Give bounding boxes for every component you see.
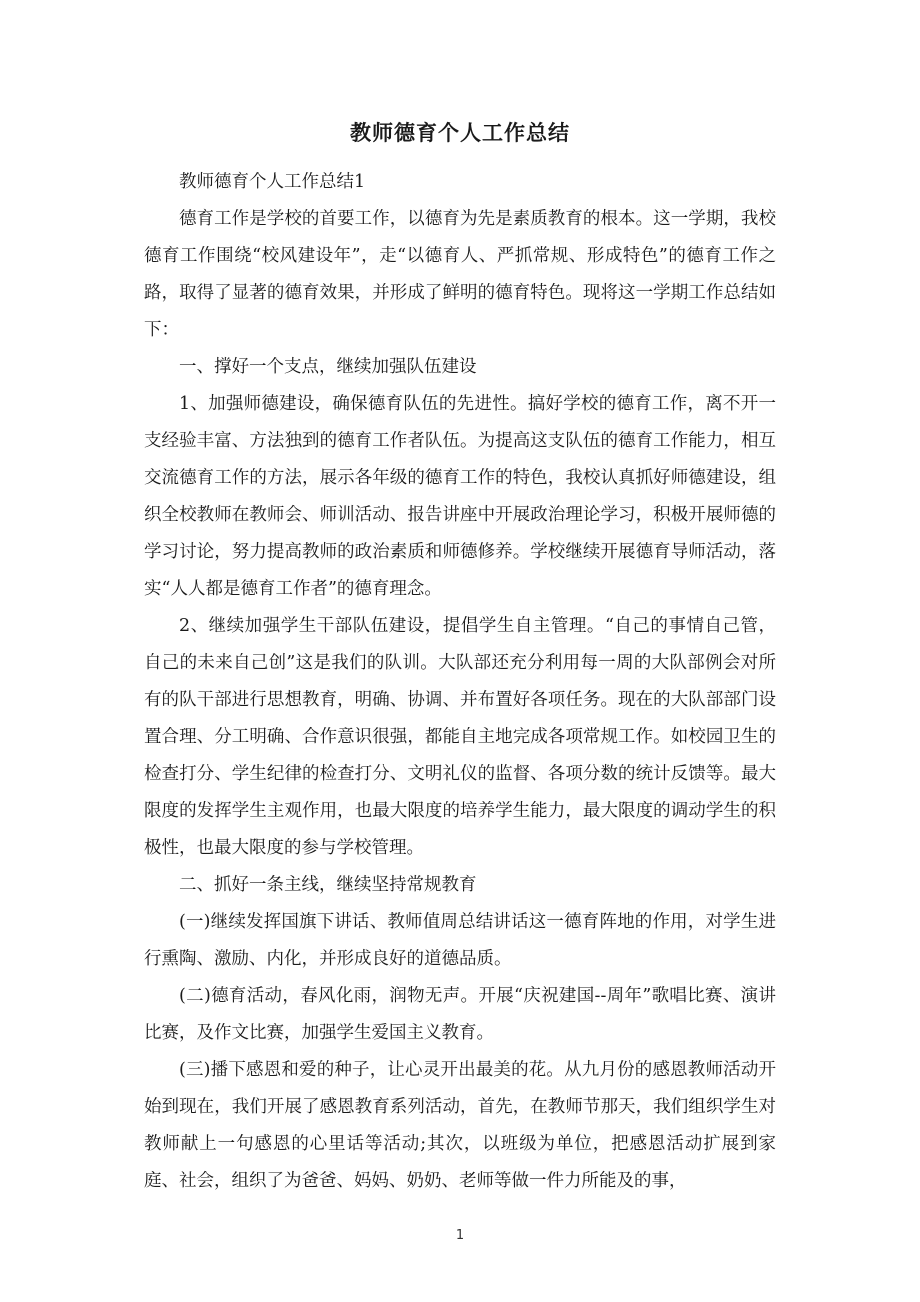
- subtitle-paragraph: 教师德育个人工作总结1: [179, 172, 366, 192]
- paragraph-gratitude: (三)播下感恩和爱的种子，让心灵开出最美的花。从九月份的感恩教师活动开始到现在，我们开展了感恩教育系列活动，首先，在教师节那天，我们组织学生对教师献上一句感恩的心里话等活动;其次，以班级为单位，把感恩活动扩展到家庭、社会，组织了为爸爸、妈妈、奶奶、老师等做一件力所能及的事，: [144, 1060, 776, 1191]
- paragraph-teacher-ethics: 1、加强师德建设，确保德育队伍的先进性。搞好学校的德育工作，离不开一支经验丰富、方法独到的德育工作者队伍。为提高这支队伍的德育工作能力，相互交流德育工作的方法，展示各年级的德育工作的特色，我校认真抓好师德建设，组织全校教师在教师会、师训活动、报告讲座中开展政治理论学习，积极开展师德的学习讨论，努力提高教师的政治素质和师德修养。学校继续开展德育导师活动，落实“人人都是德育工作者”的德育理念。: [144, 394, 776, 599]
- section-heading-1: 一、撑好一个支点，继续加强队伍建设: [179, 357, 477, 377]
- paragraph-moral-activities: (二)德育活动，春风化雨，润物无声。开展“庆祝建国--周年”歌唱比赛、演讲比赛，及作文比赛，加强学生爱国主义教育。: [144, 986, 776, 1043]
- page-number: 1: [455, 1228, 465, 1243]
- paragraph-flag-speech: (一)继续发挥国旗下讲话、教师值周总结讲话这一德育阵地的作用，对学生进行熏陶、激励、内化，并形成良好的道德品质。: [144, 912, 776, 969]
- section-heading-2: 二、抓好一条主线，继续坚持常规教育: [179, 875, 477, 895]
- paragraph-student-cadres: 2、继续加强学生干部队伍建设，提倡学生自主管理。“自己的事情自己管，自己的未来自己创”这是我们的队训。大队部还充分利用每一周的大队部例会对所有的队干部进行思想教育，明确、协调、并布置好各项任务。现在的大队部部门设置合理、分工明确、合作意识很强，都能自主地完成各项常规工作。如校园卫生的检查打分、学生纪律的检查打分、文明礼仪的监督、各项分数的统计反馈等。最大限度的发挥学生主观作用，也最大限度的培养学生能力，最大限度的调动学生的积极性，也最大限度的参与学校管理。: [144, 616, 776, 858]
- document-title: 教师德育个人工作总结: [350, 121, 570, 145]
- document-body: [144, 164, 776, 1200]
- intro-paragraph: 德育工作是学校的首要工作，以德育为先是素质教育的根本。这一学期，我校德育工作围绕“校风建设年”，走“以德育人、严抓常规、形成特色”的德育工作之路，取得了显著的德育效果，并形成了鲜明的德育特色。现将这一学期工作总结如下：: [144, 209, 776, 340]
